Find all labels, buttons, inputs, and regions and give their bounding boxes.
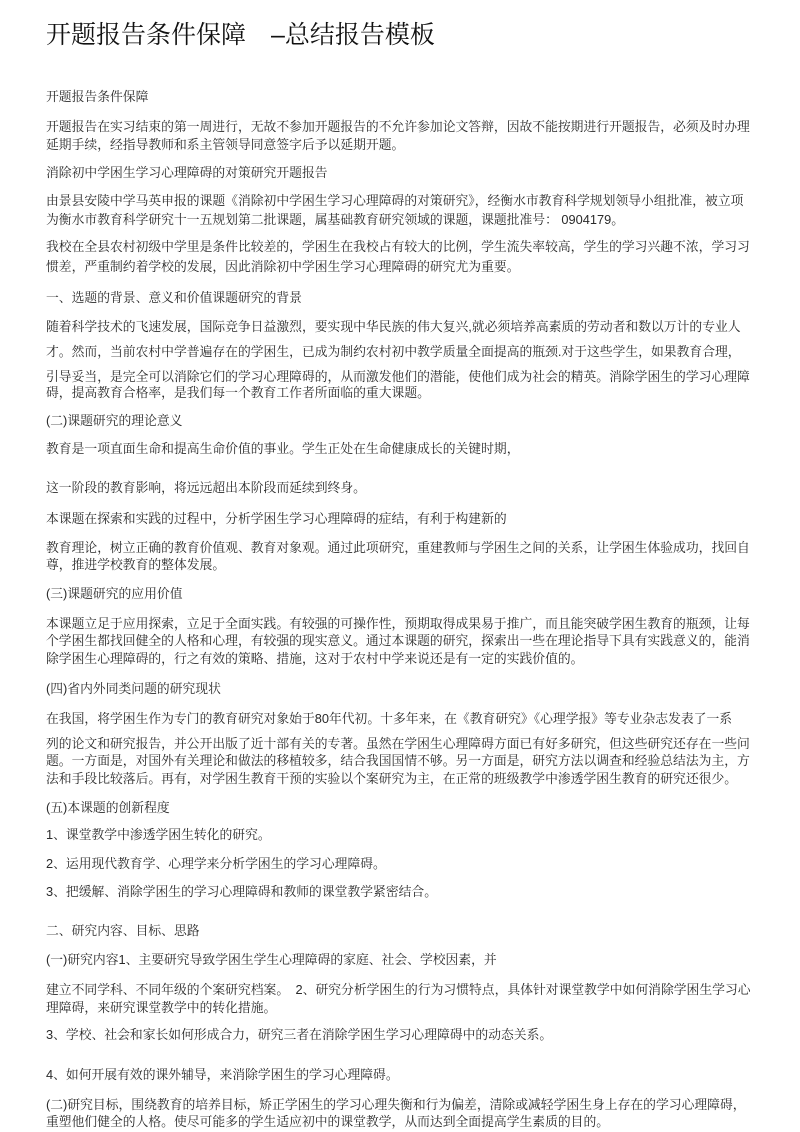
paragraph-line: 题。一方面是，对国外有关理论和做法的移植较多，结合我国国情不够。另一方面是，研究方法以调查和经验总结法为主，方 <box>46 753 750 768</box>
paragraph-line: (一)研究内容1、主要研究导致学困生学生心理障碍的家庭、社会、学校因素，并 <box>46 952 497 967</box>
paragraph-line: 理障碍，来研究课堂教学中的转化措施。 <box>46 1000 277 1015</box>
paragraph-line: 个学困生都找回健全的人格和心理，有较强的现实意义。通过本课题的研究，探索出一些在理论指导下具有实践意义的，能消 <box>46 633 750 648</box>
paragraph-line: 在我国，将学困生作为专门的教育研究对象始于80年代初。十多年来，在《教育研究》《心理学报》等专业杂志发表了一系 <box>46 711 733 726</box>
paragraph-line: 本课题在探索和实践的过程中，分析学困生学习心理障碍的症结，有利于构建新的 <box>46 511 507 526</box>
paragraph-line: 才。然而，当前农村中学普遍存在的学困生，已成为制约农村初中教学质量全面提高的瓶颈.对于这些学生，如果教育合理， <box>46 344 741 359</box>
paragraph-line: 引导妥当，是完全可以消除它们的学习心理障碍的，从而激发他们的潜能，使他们成为社会的精英。消除学困生的学习心理障 <box>46 369 750 384</box>
list-item: 4、如何开展有效的课外辅导，来消除学困生的学习心理障碍。 <box>46 1067 399 1082</box>
paragraph-line: 这一阶段的教育影响，将远远超出本阶段而延续到终身。 <box>46 480 366 495</box>
section-heading: 消除初中学困生学习心理障碍的对策研究开题报告 <box>46 165 328 180</box>
page-title: 开题报告条件保障 –总结报告模板 <box>46 21 435 49</box>
paragraph-line: 开题报告在实习结束的第一周进行，无故不参加开题报告的不允许参加论文答辩，因故不能按期进行开题报告，必须及时办理 <box>46 119 750 134</box>
paragraph-line: 除学困生心理障碍的，行之有效的策略、措施，这对于农村中学来说还是有一定的实践价值的。 <box>46 651 584 666</box>
section-heading: 开题报告条件保障 <box>46 89 149 104</box>
list-item: 3、把缓解、消除学困生的学习心理障碍和教师的课堂教学紧密结合。 <box>46 884 438 899</box>
section-heading: (三)课题研究的应用价值 <box>46 586 183 601</box>
paragraph-line: 随着科学技术的飞速发展，国际竞争日益激烈，要实现中华民族的伟大复兴,就必须培养高素质的劳动者和数以万计的专业人 <box>46 319 741 334</box>
list-item: 1、课堂教学中渗透学困生转化的研究。 <box>46 827 271 842</box>
paragraph-line: 列的论文和研究报告，并公开出版了近十部有关的专著。虽然在学困生心理障碍方面已有好多研究，但这些研究还存在一些问 <box>46 736 750 751</box>
paragraph-line: 教育是一项直面生命和提高生命价值的事业。学生正处在生命健康成长的关键时期， <box>46 441 520 456</box>
section-heading: 二、研究内容、目标、思路 <box>46 923 200 938</box>
section-heading: (五)本课题的创新程度 <box>46 800 170 815</box>
section-heading: 一、选题的背景、意义和价值课题研究的背景 <box>46 290 302 305</box>
paragraph-line: 重塑他们健全的人格。使尽可能多的学生适应初中的课堂教学，从而达到全面提高学生素质的目的。 <box>46 1114 610 1129</box>
paragraph-line: 由景县安陵中学马英申报的课题《消除初中学困生学习心理障碍的对策研究》，经衡水市教育科学规划领导小组批准，被立项 <box>46 193 744 208</box>
section-heading: (二)课题研究的理论意义 <box>46 413 183 428</box>
paragraph-line: 延期手续，经指导教师和系主管领导同意签字后予以延期开题。 <box>46 137 405 152</box>
paragraph-line: 惯差，严重制约着学校的发展，因此消除初中学困生学习心理障碍的研究尤为重要。 <box>46 259 520 274</box>
list-item: 3、学校、社会和家长如何形成合力，研究三者在消除学困生学习心理障碍中的动态关系。 <box>46 1027 553 1042</box>
list-item: 2、运用现代教育学、心理学来分析学困生的学习心理障碍。 <box>46 856 386 871</box>
paragraph-line: 本课题立足于应用探索，立足于全面实践。有较强的可操作性，预期取得成果易于推广，而且能突破学困生教育的瓶颈，让每 <box>46 616 750 631</box>
paragraph-line: 法和手段比较落后。再有，对学困生教育干预的实验以个案研究为主，在正常的班级教学中渗透学困生教育的研究还很少。 <box>46 771 738 786</box>
paragraph-line: 为衡水市教育科学研究十一五规划第二批课题，属基础教育研究领域的课题，课题批准号： 0904179。 <box>46 212 625 227</box>
section-heading: (四)省内外同类问题的研究现状 <box>46 681 221 696</box>
paragraph-line: 建立不同学科、不同年级的个案研究档案。 2、研究分析学困生的行为习惯特点，具体针对课堂教学中如何消除学困生学习心 <box>46 982 751 997</box>
paragraph-line: 碍，提高教育合格率，是我们每一个教育工作者所面临的重大课题。 <box>46 385 430 400</box>
paragraph-line: (二)研究目标，围绕教育的培养目标，矫正学困生的学习心理失衡和行为偏差，清除或减轻学困生身上存在的学习心理障碍， <box>46 1097 746 1112</box>
paragraph-line: 教育理论，树立正确的教育价值观、教育对象观。通过此项研究，重建教师与学困生之间的关系，让学困生体验成功，找回自 <box>46 540 750 555</box>
paragraph-line: 尊，推进学校教育的整体发展。 <box>46 557 226 572</box>
paragraph-line: 我校在全县农村初级中学里是条件比较差的，学困生在我校占有较大的比例，学生流失率较高，学生的学习兴趣不浓，学习习 <box>46 239 750 254</box>
